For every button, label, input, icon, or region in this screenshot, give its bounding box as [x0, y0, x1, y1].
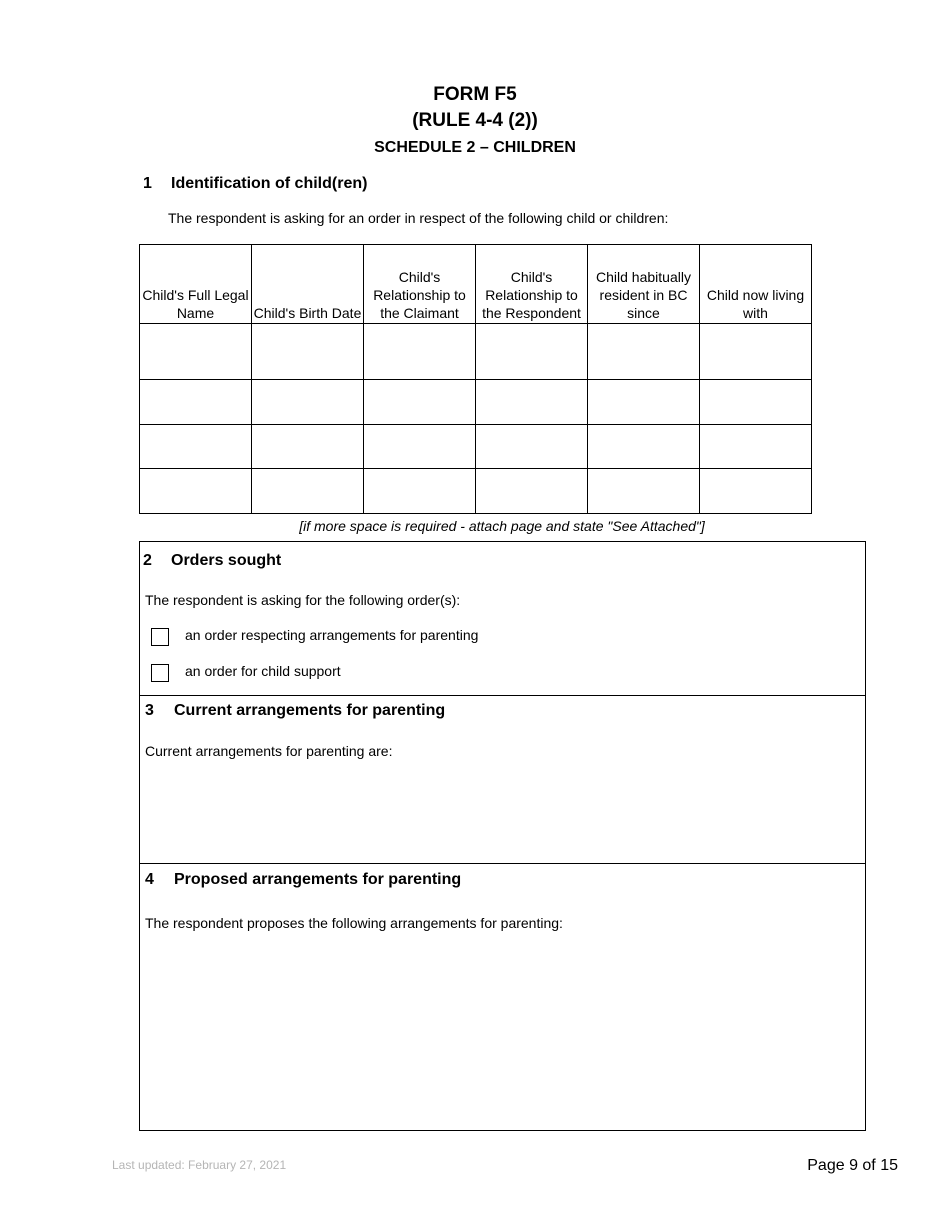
option-parenting-order — [151, 624, 478, 646]
column-header-full-legal-name: Child's Full Legal Name — [140, 245, 252, 324]
section-3-title: Current arrangements for parenting — [174, 702, 446, 719]
parenting-order-checkbox[interactable] — [151, 628, 169, 646]
section-3-text: Current arrangements for parenting are: — [145, 743, 393, 759]
section-2-intro: The respondent is asking for the following order(s): — [145, 592, 461, 608]
table-cell-birth-date[interactable] — [252, 425, 364, 469]
option-child-support — [151, 660, 341, 682]
table-cell-birth-date[interactable] — [252, 469, 364, 514]
table-row — [140, 324, 812, 380]
table-cell-relationship-claimant[interactable] — [364, 324, 476, 380]
column-header-birth-date: Child's Birth Date — [252, 245, 364, 324]
table-row — [140, 425, 812, 469]
section-4-box[interactable] — [139, 863, 866, 1131]
section-4-text: The respondent proposes the following arrangements for parenting: — [145, 915, 563, 931]
section-1-heading — [143, 175, 367, 193]
section-3-box[interactable] — [139, 695, 866, 864]
section-3-heading — [145, 702, 445, 720]
children-table-header — [140, 245, 812, 324]
section-2-box — [139, 541, 866, 696]
column-header-relationship-respondent: Child's Relationship to the Respondent — [476, 245, 588, 324]
column-header-living-with: Child now living with — [700, 245, 812, 324]
table-cell-living-with[interactable] — [700, 380, 812, 425]
table-cell-resident-since[interactable] — [588, 380, 700, 425]
section-2-heading — [143, 552, 281, 570]
table-cell-full-legal-name[interactable] — [140, 324, 252, 380]
table-cell-full-legal-name[interactable] — [140, 425, 252, 469]
table-cell-resident-since[interactable] — [588, 425, 700, 469]
child-support-checkbox[interactable] — [151, 664, 169, 682]
table-cell-full-legal-name[interactable] — [140, 380, 252, 425]
table-cell-relationship-respondent[interactable] — [476, 380, 588, 425]
table-cell-relationship-respondent[interactable] — [476, 469, 588, 514]
schedule-title: SCHEDULE 2 – CHILDREN — [374, 139, 576, 156]
table-row — [140, 469, 812, 514]
parenting-order-label: an order respecting arrangements for parenting — [185, 627, 479, 643]
section-1-intro: The respondent is asking for an order in respect of the following child or children: — [168, 210, 669, 226]
column-header-resident-since: Child habitually resident in BC since — [588, 245, 700, 324]
table-cell-full-legal-name[interactable] — [140, 469, 252, 514]
table-row — [140, 380, 812, 425]
table-cell-relationship-respondent[interactable] — [476, 324, 588, 380]
column-header-relationship-claimant: Child's Relationship to the Claimant — [364, 245, 476, 324]
form-title: FORM F5 — [433, 84, 517, 105]
section-4-title: Proposed arrangements for parenting — [174, 871, 462, 888]
section-3-number: 3 — [145, 702, 154, 719]
last-updated: Last updated: February 27, 2021 — [112, 1158, 287, 1172]
page-number: Page 9 of 15 — [807, 1157, 898, 1174]
table-cell-living-with[interactable] — [700, 324, 812, 380]
section-4-number: 4 — [145, 871, 154, 888]
table-cell-resident-since[interactable] — [588, 324, 700, 380]
table-cell-birth-date[interactable] — [252, 324, 364, 380]
table-cell-living-with[interactable] — [700, 425, 812, 469]
table-cell-resident-since[interactable] — [588, 469, 700, 514]
children-table — [139, 244, 812, 514]
table-cell-birth-date[interactable] — [252, 380, 364, 425]
table-cell-living-with[interactable] — [700, 469, 812, 514]
table-cell-relationship-respondent[interactable] — [476, 425, 588, 469]
section-4-heading — [145, 871, 461, 889]
table-cell-relationship-claimant[interactable] — [364, 380, 476, 425]
attach-note: [if more space is required - attach page and state "See Attached"] — [299, 518, 705, 534]
section-2-title: Orders sought — [171, 552, 282, 569]
section-1-number: 1 — [143, 175, 152, 192]
section-2-number: 2 — [143, 552, 152, 569]
child-support-label: an order for child support — [185, 663, 341, 679]
form-rule: (RULE 4-4 (2)) — [412, 110, 538, 131]
section-1-title: Identification of child(ren) — [171, 175, 368, 192]
table-cell-relationship-claimant[interactable] — [364, 425, 476, 469]
table-cell-relationship-claimant[interactable] — [364, 469, 476, 514]
